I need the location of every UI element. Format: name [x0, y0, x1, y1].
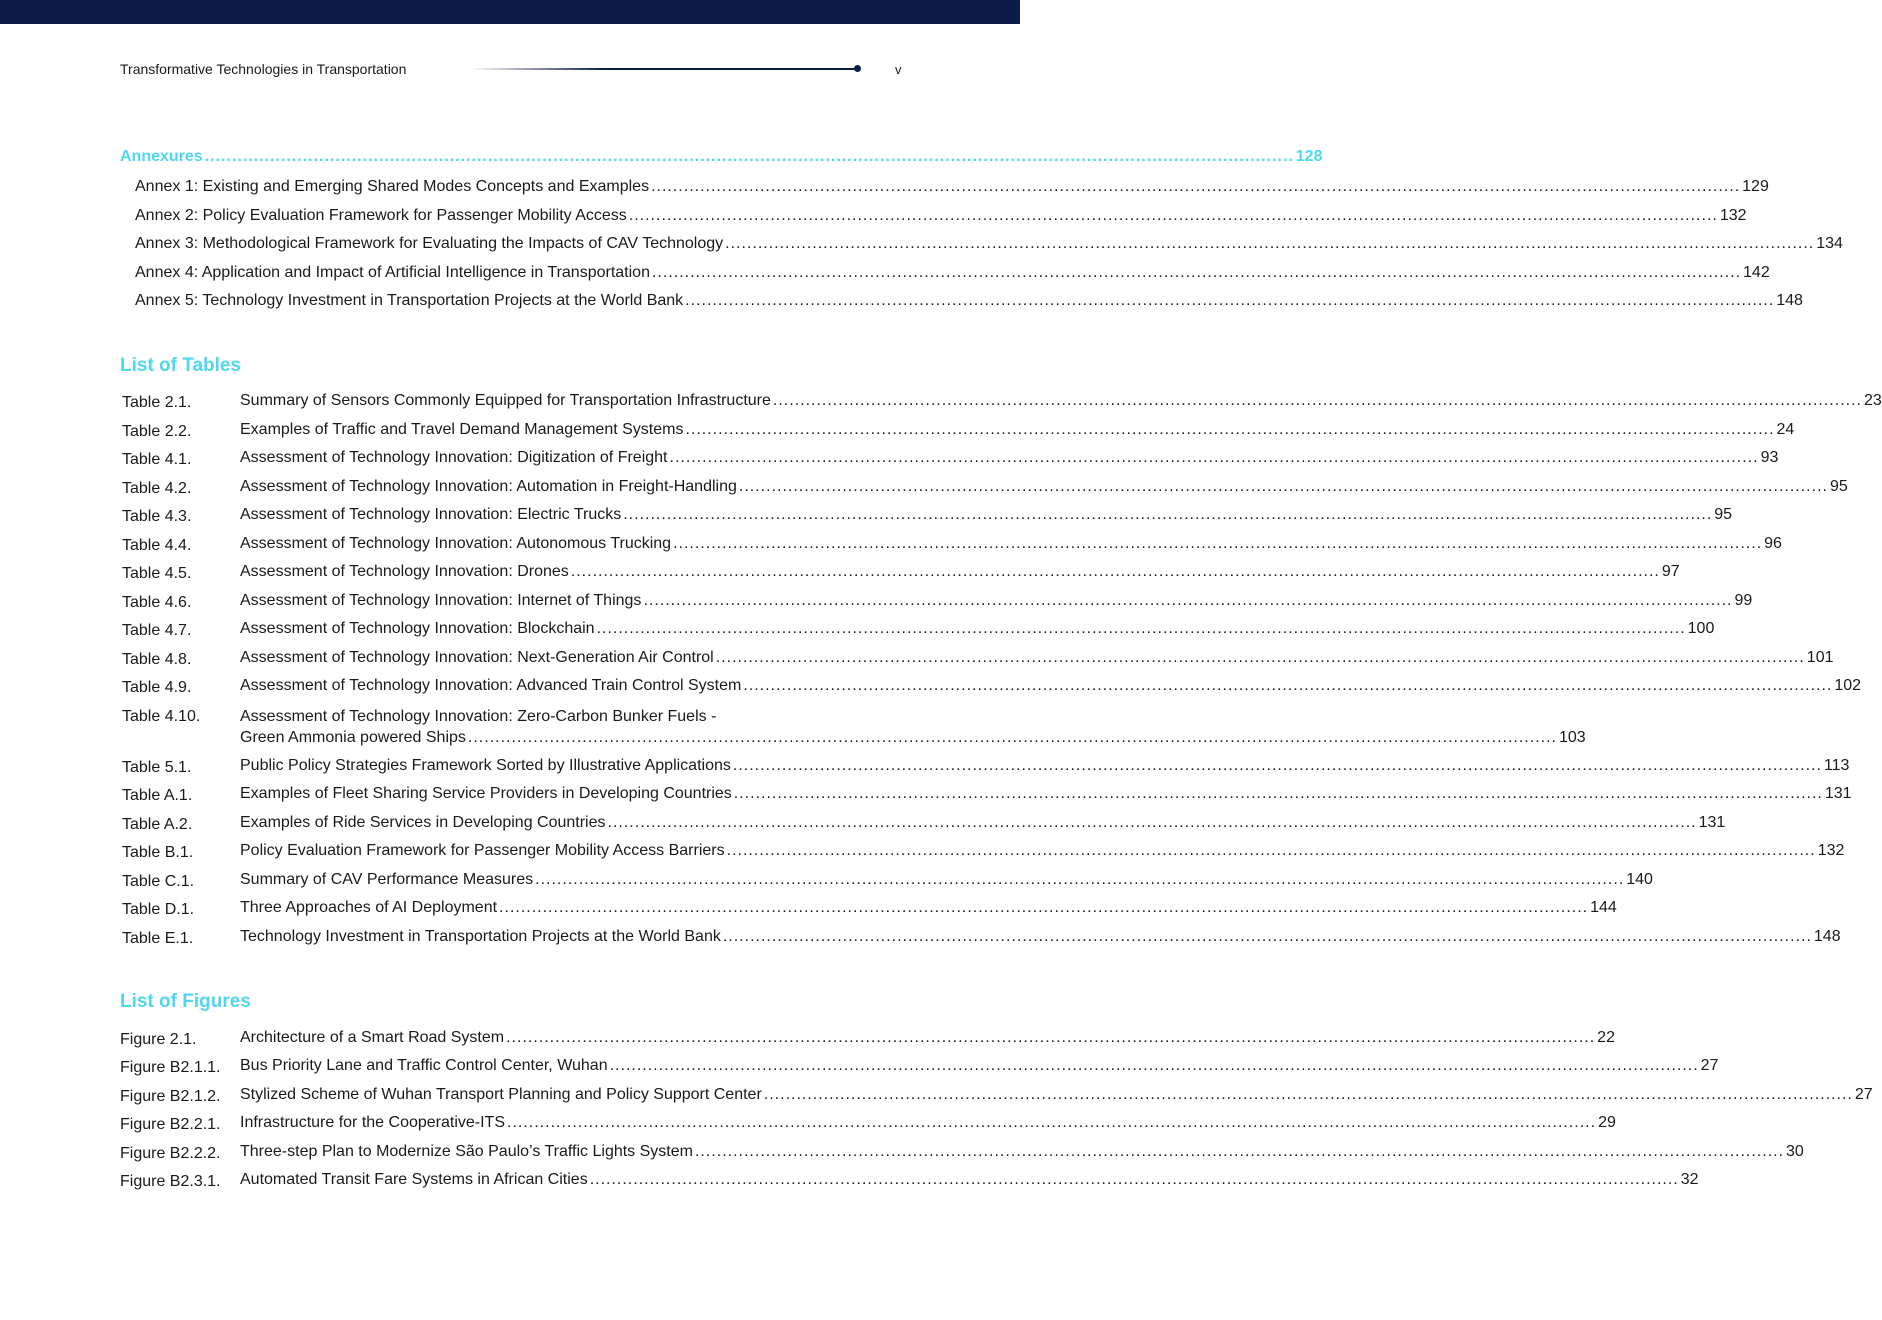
table-page: 93 — [1760, 449, 1779, 466]
dot-leader: ........................................................................................................................................................................................................ — [772, 392, 1862, 409]
dot-leader: ........................................................................................................................................................................................................ — [651, 178, 1741, 195]
table-page: 131 — [1824, 785, 1852, 802]
figure-page: 32 — [1680, 1171, 1699, 1188]
annex-item-label: Annex 5: Technology Investment in Transportation Projects at the World Bank — [135, 292, 684, 309]
dot-leader: ........................................................................................................................................................................................................ — [535, 871, 1625, 888]
figure-title: Architecture of a Smart Road System — [240, 1029, 505, 1046]
toc-annexures-label: Annexures — [120, 148, 203, 165]
dot-leader: ........................................................................................................................................................................................................ — [507, 1114, 1597, 1131]
page-number: v — [895, 62, 902, 77]
table-number: Table E.1. — [122, 930, 194, 947]
figure-title: Three-step Plan to Modernize São Paulo’s Traffic Lights System — [240, 1143, 693, 1160]
dot-leader: ........................................................................................................................................................................................................ — [570, 563, 1660, 580]
dot-leader: ........................................................................................................................................................................................................ — [499, 899, 1589, 916]
figure-number: Figure 2.1. — [120, 1031, 197, 1048]
dot-leader: ........................................................................................................................................................................................................ — [467, 729, 1557, 746]
table-title: Assessment of Technology Innovation: Autonomous Trucking — [240, 535, 672, 552]
table-number: Table B.1. — [122, 844, 194, 861]
table-title: Assessment of Technology Innovation: Digitization of Freight — [240, 449, 668, 466]
table-title: Assessment of Technology Innovation: Internet of Things — [240, 592, 642, 609]
table-page: 24 — [1776, 421, 1795, 438]
figure-page: 22 — [1597, 1029, 1615, 1046]
table-page: 100 — [1687, 620, 1715, 637]
dot-leader: ........................................................................................................................................................................................................ — [763, 1086, 1853, 1103]
list-of-figures-heading: List of Figures — [120, 991, 251, 1012]
figure-number: Figure B2.2.1. — [120, 1116, 221, 1133]
table-title: Examples of Ride Services in Developing Countries — [240, 814, 606, 831]
table-number: Table 5.1. — [122, 759, 192, 776]
table-number: Table A.1. — [122, 787, 193, 804]
dot-leader: ........................................................................................................................................................................................................ — [733, 785, 1823, 802]
table-title: Examples of Traffic and Travel Demand Management Systems — [240, 421, 684, 438]
table-number: Table 4.7. — [122, 622, 192, 639]
dot-leader: ........................................................................................................................................................................................................ — [609, 1057, 1699, 1074]
table-page: 96 — [1764, 535, 1782, 552]
table-title: Assessment of Technology Innovation: Advanced Train Control System — [240, 677, 742, 694]
table-number: Table C.1. — [122, 873, 195, 890]
table-page: 95 — [1714, 506, 1733, 523]
table-page: 99 — [1734, 592, 1753, 609]
dot-leader: ........................................................................................................................................................................................................ — [204, 148, 1294, 165]
table-title: Assessment of Technology Innovation: Next-Generation Air Control — [240, 649, 714, 666]
top-color-bar — [0, 0, 1020, 24]
annex-item-page: 132 — [1719, 207, 1747, 224]
figure-number: Figure B2.2.2. — [120, 1145, 221, 1162]
dot-leader: ........................................................................................................................................................................................................ — [628, 207, 1718, 224]
table-title: Assessment of Technology Innovation: Electric Trucks — [240, 506, 622, 523]
table-page: 132 — [1817, 842, 1845, 859]
toc-annex-item[interactable] — [135, 177, 1769, 197]
figure-title: Infrastructure for the Cooperative-ITS — [240, 1114, 505, 1131]
annex-item-label: Annex 4: Application and Impact of Artificial Intelligence in Transportation — [135, 264, 650, 281]
dot-leader: ........................................................................................................................................................................................................ — [623, 506, 1713, 523]
figure-number: Figure B2.1.1. — [120, 1059, 221, 1076]
table-number: Table A.2. — [122, 816, 193, 833]
dot-leader: ........................................................................................................................................................................................................ — [722, 928, 1812, 945]
table-page: 102 — [1834, 677, 1862, 694]
dot-leader: ........................................................................................................................................................................................................ — [506, 1029, 1596, 1046]
toc-annex-item[interactable] — [135, 206, 1747, 226]
table-page: 131 — [1698, 814, 1726, 831]
dot-leader: ........................................................................................................................................................................................................ — [694, 1143, 1785, 1160]
list-of-tables-heading: List of Tables — [120, 355, 242, 376]
table-page: 144 — [1590, 899, 1617, 916]
table-page: 95 — [1829, 478, 1848, 495]
toc-annexures-page: 128 — [1295, 148, 1323, 165]
annex-item-label: Annex 2: Policy Evaluation Framework for Passenger Mobility Access — [135, 207, 627, 224]
running-header-title: Transformative Technologies in Transportation — [120, 61, 407, 77]
annex-item-page: 134 — [1816, 235, 1843, 252]
table-number: Table 4.10. — [122, 708, 201, 725]
dot-leader: ........................................................................................................................................................................................................ — [669, 449, 1759, 466]
header-rule — [470, 68, 857, 70]
table-title: Examples of Fleet Sharing Service Providers in Developing Countries — [240, 785, 732, 802]
table-number: Table 4.9. — [122, 679, 192, 696]
annex-item-label: Annex 3: Methodological Framework for Evaluating the Impacts of CAV Technology — [135, 235, 724, 252]
table-number: Table 4.6. — [122, 594, 192, 611]
dot-leader: ........................................................................................................................................................................................................ — [685, 292, 1775, 309]
dot-leader: ........................................................................................................................................................................................................ — [607, 814, 1697, 831]
toc-annexures[interactable] — [120, 147, 1323, 167]
dot-leader: ........................................................................................................................................................................................................ — [715, 649, 1805, 666]
table-number: Table 4.8. — [122, 651, 192, 668]
annex-item-label: Annex 1: Existing and Emerging Shared Modes Concepts and Examples — [135, 178, 650, 195]
table-number: Table 4.3. — [122, 508, 192, 525]
dot-leader: ........................................................................................................................................................................................................ — [685, 421, 1775, 438]
dot-leader: ........................................................................................................................................................................................................ — [743, 677, 1833, 694]
table-title: Summary of Sensors Commonly Equipped for Transportation Infrastructure — [240, 392, 771, 409]
table-title-line1: Assessment of Technology Innovation: Zero-Carbon Bunker Fuels - — [240, 708, 717, 725]
table-title: Policy Evaluation Framework for Passenger Mobility Access Barriers — [240, 842, 725, 859]
annex-item-page: 142 — [1743, 264, 1770, 281]
table-title: Assessment of Technology Innovation: Drones — [240, 563, 569, 580]
table-page: 113 — [1823, 757, 1850, 774]
table-title: Three Approaches of AI Deployment — [240, 899, 498, 916]
table-number: Table 2.1. — [122, 394, 192, 411]
dot-leader: ........................................................................................................................................................................................................ — [726, 842, 1816, 859]
figure-page: 29 — [1598, 1114, 1616, 1131]
dot-leader: ........................................................................................................................................................................................................ — [673, 535, 1763, 552]
figure-page: 27 — [1700, 1057, 1719, 1074]
dot-leader: ........................................................................................................................................................................................................ — [725, 235, 1815, 252]
table-title: Green Ammonia powered Ships — [240, 729, 466, 746]
table-number: Table 4.2. — [122, 480, 192, 497]
figure-page: 30 — [1786, 1143, 1804, 1160]
table-number: Table D.1. — [122, 901, 195, 918]
table-page: 140 — [1626, 871, 1653, 888]
toc-annex-item[interactable] — [135, 291, 1803, 311]
table-entry[interactable] — [120, 705, 1586, 751]
table-title: Assessment of Technology Innovation: Blockchain — [240, 620, 595, 637]
table-title: Public Policy Strategies Framework Sorted by Illustrative Applications — [240, 757, 731, 774]
table-title: Summary of CAV Performance Measures — [240, 871, 534, 888]
figure-number: Figure B2.1.2. — [120, 1088, 221, 1105]
table-number: Table 2.2. — [122, 423, 192, 440]
toc-annex-item[interactable] — [135, 234, 1843, 254]
table-page: 97 — [1661, 563, 1680, 580]
dot-leader: ........................................................................................................................................................................................................ — [738, 478, 1828, 495]
dot-leader: ........................................................................................................................................................................................................ — [643, 592, 1733, 609]
table-number: Table 4.4. — [122, 537, 192, 554]
table-number: Table 4.1. — [122, 451, 192, 468]
table-page: 23 — [1863, 392, 1882, 409]
table-page: 101 — [1806, 649, 1834, 666]
annex-item-page: 129 — [1742, 178, 1769, 195]
figure-number: Figure B2.3.1. — [120, 1173, 221, 1190]
dot-leader: ........................................................................................................................................................................................................ — [732, 757, 1822, 774]
figure-title: Automated Transit Fare Systems in African Cities — [240, 1171, 588, 1188]
table-number: Table 4.5. — [122, 565, 192, 582]
annex-item-page: 148 — [1776, 292, 1803, 309]
figure-title: Stylized Scheme of Wuhan Transport Planning and Policy Support Center — [240, 1086, 762, 1103]
figure-title: Bus Priority Lane and Traffic Control Center, Wuhan — [240, 1057, 608, 1074]
header-rule-dot — [854, 65, 861, 72]
dot-leader: ........................................................................................................................................................................................................ — [651, 264, 1742, 281]
table-title: Assessment of Technology Innovation: Automation in Freight-Handling — [240, 478, 737, 495]
figure-page: 27 — [1854, 1086, 1873, 1103]
dot-leader: ........................................................................................................................................................................................................ — [589, 1171, 1679, 1188]
table-title: Technology Investment in Transportation Projects at the World Bank — [240, 928, 721, 945]
table-page: 103 — [1558, 729, 1586, 746]
table-page: 148 — [1813, 928, 1841, 945]
dot-leader: ........................................................................................................................................................................................................ — [596, 620, 1686, 637]
toc-annex-item[interactable] — [135, 263, 1770, 283]
